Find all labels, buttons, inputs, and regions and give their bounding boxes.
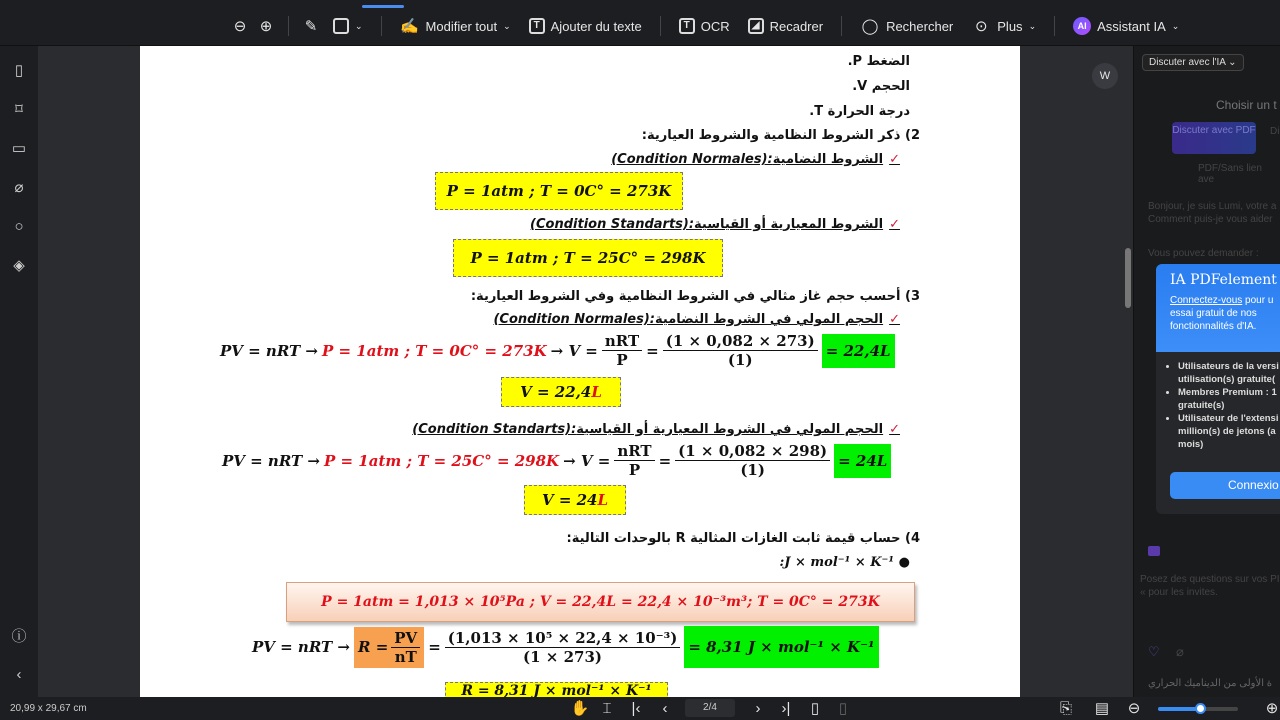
standard-conditions-heading: ✓الشروط المعيارية أو القياسية(Condition Standarts):	[530, 217, 900, 232]
volume-normal-box: V = 22,4 L	[501, 377, 621, 407]
equation-r: PV = nRT → R = $\frac{PV}{nT}$ = $\frac{\text{(1,013 × 10⁵ × 22,4 × 10⁻³)}}{(1 \times 273)}$ = 8,31 J × mol⁻¹ × K⁻¹	[252, 626, 879, 668]
select-tool-icon[interactable]: ⌶	[602, 699, 612, 717]
modify-all-button[interactable]: ✍ Modifier tout ⌄	[400, 18, 511, 35]
question-4: 4) حساب قيمة ثابت الغازات المثالية R بالوحدات التالية:	[566, 531, 920, 546]
highlighter-icon[interactable]: ✎	[304, 18, 318, 35]
status-bar	[0, 697, 1280, 720]
pdf-page	[140, 46, 1020, 697]
popup-item: • Utilisateurs de la versi utilisation(s) gratuite(	[1178, 360, 1280, 386]
ai-panel	[1133, 46, 1280, 697]
fit-width-icon[interactable]: ⎘	[1059, 699, 1072, 717]
view-mode-icon[interactable]: ▤	[1094, 700, 1110, 717]
suggestions-label: Vous pouvez demander :	[1148, 248, 1259, 259]
ocr-button[interactable]	[673, 16, 736, 36]
next-page-icon[interactable]: ›	[755, 699, 761, 717]
page-number-input[interactable]: 2/4	[685, 699, 735, 717]
more-label: Plus	[997, 18, 1023, 34]
bullet-volume: الحجم V.	[852, 79, 910, 94]
zoom-out-icon[interactable]: ⊖	[233, 18, 247, 35]
word-convert-icon[interactable]: W	[1092, 63, 1118, 89]
popup-title: IA PDFelement	[1170, 272, 1277, 288]
add-text-button[interactable]	[523, 16, 648, 36]
search-icon[interactable]: ○	[14, 217, 24, 235]
ocr-icon: T	[679, 18, 695, 34]
standard-conditions-box: P = 1atm ; T = 25C° = 298K	[453, 239, 723, 277]
top-toolbar	[0, 0, 1280, 46]
layers-icon[interactable]: ◈	[13, 257, 25, 274]
ai-assistant-button[interactable]: AI Assistant IA ⌄	[1067, 15, 1185, 37]
result-highlight: = 8,31 J × mol⁻¹ × K⁻¹	[684, 626, 878, 668]
bullet-temperature: درجة الحرارة T.	[809, 104, 910, 119]
ai-icon: AI	[1073, 17, 1091, 35]
unit-bullet: ● :J × mol⁻¹ × K⁻¹	[779, 555, 910, 570]
attach-icon[interactable]: ⌀	[1176, 644, 1184, 659]
modify-all-label: Modifier tout	[425, 18, 498, 34]
help-icon[interactable]: ⓘ	[11, 627, 27, 645]
question-2: 2) ذكر الشروط النظامية والشروط العيارية:	[641, 128, 920, 143]
check-icon: ✓	[889, 152, 900, 167]
crop-button[interactable]	[742, 16, 829, 36]
equation-standard: PV = nRT → P = 1atm ; T = 25C° = 298K → V = $\frac{\text{nRT}}{P}$ = $\frac{(1 \times 0,082 \times 298)}{(1)}$ = 24L	[222, 442, 891, 479]
text-icon: T	[529, 18, 545, 34]
question-3: 3) أحسب حجم غاز مثالي في الشروط النظامية وفي الشروط العيارية:	[470, 289, 920, 304]
login-button[interactable]: Connexio	[1170, 472, 1280, 499]
molar-standard-heading: ✓الحجم المولي في الشروط المعيارية أو القياسية(Condition Standarts):	[412, 422, 900, 437]
result-highlight: = 22,4L	[822, 334, 895, 368]
chat-pdf-tab[interactable]: Discuter avec PDF	[1172, 122, 1256, 154]
bullet-pressure: الضغط P.	[847, 54, 910, 69]
search-button[interactable]	[854, 14, 959, 38]
molar-normal-heading: ✓الحجم المولي في الشروط النضامية(Condition Normales):	[493, 312, 900, 327]
crop-icon: ◢	[748, 18, 764, 34]
hand-tool-icon[interactable]: ✋	[570, 700, 590, 717]
given-values-box: P = 1atm = 1,013 × 10⁵Pa ; V = 22,4L = 22,4 × 10⁻³m³; T = 0C° = 273K	[286, 582, 915, 622]
prompt-icon[interactable]	[1148, 546, 1160, 556]
other-tab[interactable]: Di	[1270, 126, 1280, 137]
first-page-icon[interactable]: |‹	[631, 699, 641, 717]
more-icon: ⊙	[974, 18, 988, 35]
page-size: 20,99 x 29,67 cm	[10, 703, 87, 714]
attachment-icon[interactable]: ⌀	[14, 179, 24, 196]
left-sidebar	[0, 46, 38, 697]
comment-icon[interactable]: ▭	[11, 140, 27, 157]
zoom-in-icon[interactable]: ⊕	[1265, 700, 1279, 717]
prev-page-icon[interactable]: ‹	[662, 699, 668, 717]
page-icon[interactable]: ▯	[14, 62, 24, 79]
add-text-label: Ajouter du texte	[550, 18, 642, 34]
ai-assistant-label: Assistant IA	[1097, 18, 1166, 34]
login-link[interactable]: Connectez-vous	[1170, 295, 1243, 306]
zoom-out-icon[interactable]: ⊖	[1127, 700, 1141, 717]
ocr-label: OCR	[700, 18, 730, 34]
popup-item: • Utilisateur de l'extensi million(s) de jetons (a mois)	[1178, 412, 1280, 451]
zoom-in-icon[interactable]: ⊕	[259, 18, 273, 35]
search-icon: ◯	[861, 18, 879, 35]
pen-icon: ✍	[400, 18, 419, 35]
normal-conditions-box: P = 1atm ; T = 0C° = 273K	[435, 172, 683, 210]
more-button[interactable]: ⊙ Plus ⌄	[965, 14, 1042, 38]
active-tab-indicator	[362, 5, 404, 8]
normal-conditions-heading: ✓الشروط النضامية(Condition Normales):	[611, 152, 900, 167]
search-label: Rechercher	[886, 18, 954, 34]
crop-label: Recadrer	[769, 18, 824, 34]
last-page-icon[interactable]: ›|	[781, 699, 791, 717]
popup-item: • Membres Premium : 1 gratuite(s)	[1178, 386, 1280, 412]
two-page-icon[interactable]: ▯	[838, 700, 848, 717]
collapse-icon[interactable]: ‹	[16, 665, 22, 683]
vertical-scrollbar[interactable]	[1125, 248, 1131, 308]
choose-heading: Choisir un t	[1216, 98, 1277, 112]
rectangle-icon	[333, 18, 349, 34]
greeting-text: Bonjour, je suis Lumi, votre a Comment puis-je vous aider	[1148, 201, 1277, 225]
shape-button[interactable]: ⌄	[327, 16, 369, 36]
result-highlight: = 24L	[834, 444, 891, 478]
equation-normal: PV = nRT → P = 1atm ; T = 0C° = 273K → V = $\frac{\text{nRT}}{P}$ = $\frac{(1 \times 0,082 \times 273)}{(1)}$ = 22,4L	[220, 332, 895, 369]
document-reference: ة الأولى من الديناميك الحراري	[1148, 678, 1272, 689]
r-value-box: R = 8,31 J × mol⁻¹ × K⁻¹	[445, 682, 668, 697]
ask-placeholder[interactable]: Posez des questions sur vos PI « pour les invites.	[1140, 574, 1280, 598]
bookmark-icon[interactable]: ⌑	[15, 101, 23, 118]
shield-icon[interactable]: ♡	[1148, 644, 1160, 659]
zoom-slider[interactable]	[1158, 707, 1238, 711]
subtitle: PDF/Sans lien ave	[1198, 163, 1262, 185]
volume-standard-box: V = 24 L	[524, 485, 626, 515]
single-page-icon[interactable]: ▯	[810, 700, 820, 717]
ai-mode-select[interactable]: Discuter avec l'IA ⌄	[1142, 54, 1244, 71]
login-popup: IA PDFelement Connectez-vous pour u essai gratuit de nos fonctionnalités d'IA. • Utilisateurs de la versi utilisation(s) gratuite( • Membres Premium : 1 gratuite(s) • Utilisateur de l'extensi million(s) de jetons (a mois) Connexio	[1156, 264, 1280, 514]
